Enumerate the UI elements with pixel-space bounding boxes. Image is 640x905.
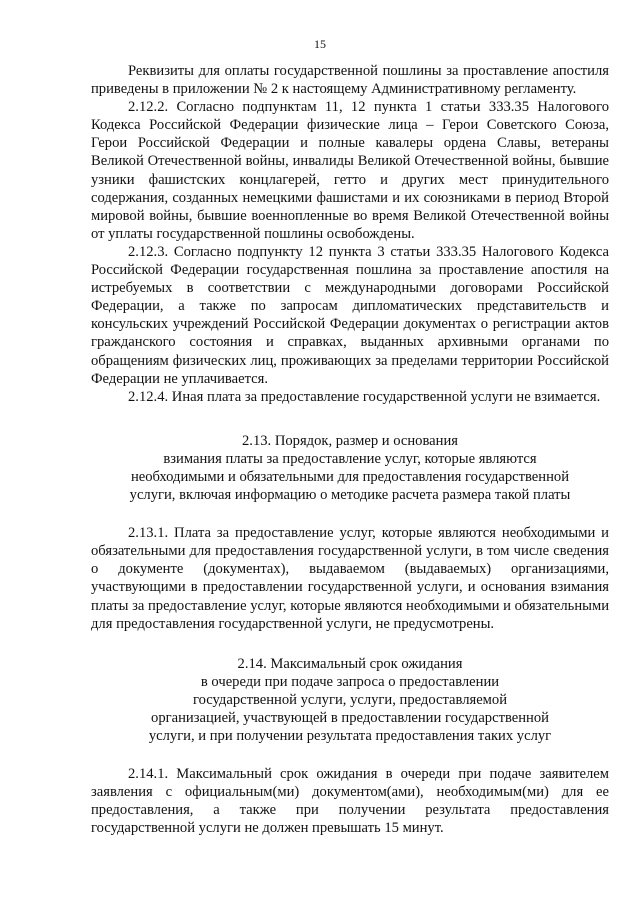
paragraph-2-14-1: 2.14.1. Максимальный срок ожидания в очереди при подаче заявителем заявления с официальным(ми) документом(ами), необходимым(ми) для ее предоставления, а также при получении результата предоставления государственной услуги не должен превышать 15 минут. — [91, 766, 609, 837]
heading-line: государственной услуги, услуги, предоставляемой — [192, 691, 508, 708]
paragraph-2-12-2: 2.12.2. Согласно подпунктам 11, 12 пункта 1 статьи 333.35 Налогового Кодекса Российской Федерации физические лица – Герои Советского Союза, Герои Российской Федерации и полные кавалеры ордена Славы, ветераны Великой Отечественной войны, инвалиды Великой Отечественной войны, бывшие узники фашистских концлагерей, гетто и других мест принудительного содержания, созданных немецкими фашистами и их союзниками в период Второй мировой войны, бывшие военнопленные во время Великой Отечественной войны от уплаты государственной пошлины освобождены. — [91, 99, 609, 242]
section-heading-2-13 — [91, 432, 609, 504]
heading-line: услуги, и при получении результата предоставления таких услуг — [148, 728, 552, 745]
paragraph-requisites: Реквизиты для оплаты государственной пошлины за проставление апостиля приведены в приложении № 2 к настоящему Административному регламенту. — [91, 63, 609, 98]
heading-line: 2.13. Порядок, размер и основания — [242, 432, 458, 449]
heading-line: 2.14. Максимальный срок ожидания — [237, 655, 463, 672]
section-heading-2-14 — [91, 655, 609, 745]
heading-line: необходимыми и обязательными для предоставления государственной — [130, 468, 570, 485]
heading-line: в очереди при подаче запроса о предоставлении — [200, 673, 500, 690]
paragraph-2-13-1: 2.13.1. Плата за предоставление услуг, которые являются необходимыми и обязательными для предоставления государственной услуги, в том числе сведения о документе (документах), выдаваемом (выдаваемых) организациями, участвующими в предоставлении государственной услуги, и основания взимания платы за предоставление услуг, которые являются необходимыми и обязательными для предоставления государственной услуги, не предусмотрены. — [91, 525, 609, 632]
heading-line: услуги, включая информацию о методике расчета размера такой платы — [129, 487, 571, 504]
paragraph-2-12-4: 2.12.4. Иная плата за предоставление государственной услуги не взимается. — [128, 388, 601, 405]
paragraph-2-12-3: 2.12.3. Согласно подпункту 12 пункта 3 статьи 333.35 Налогового Кодекса Российской Федерации государственная пошлина за проставление апостиля на истребуемых в соответствии с международными договорами Российской Федерации, а также по запросам дипломатических представительств и консульских учреждений Российской Федерации документах о регистрации актов гражданского состояния и справках, выданных архивными органами по обращениям физических лиц, проживающих за пределами территории Российской Федерации не уплачивается. — [91, 243, 609, 387]
document-body — [91, 62, 609, 838]
heading-line: взимания платы за предоставление услуг, которые являются — [163, 450, 537, 467]
page-number: 15 — [314, 37, 326, 51]
heading-line: организацией, участвующей в предоставлении государственной — [151, 710, 549, 726]
